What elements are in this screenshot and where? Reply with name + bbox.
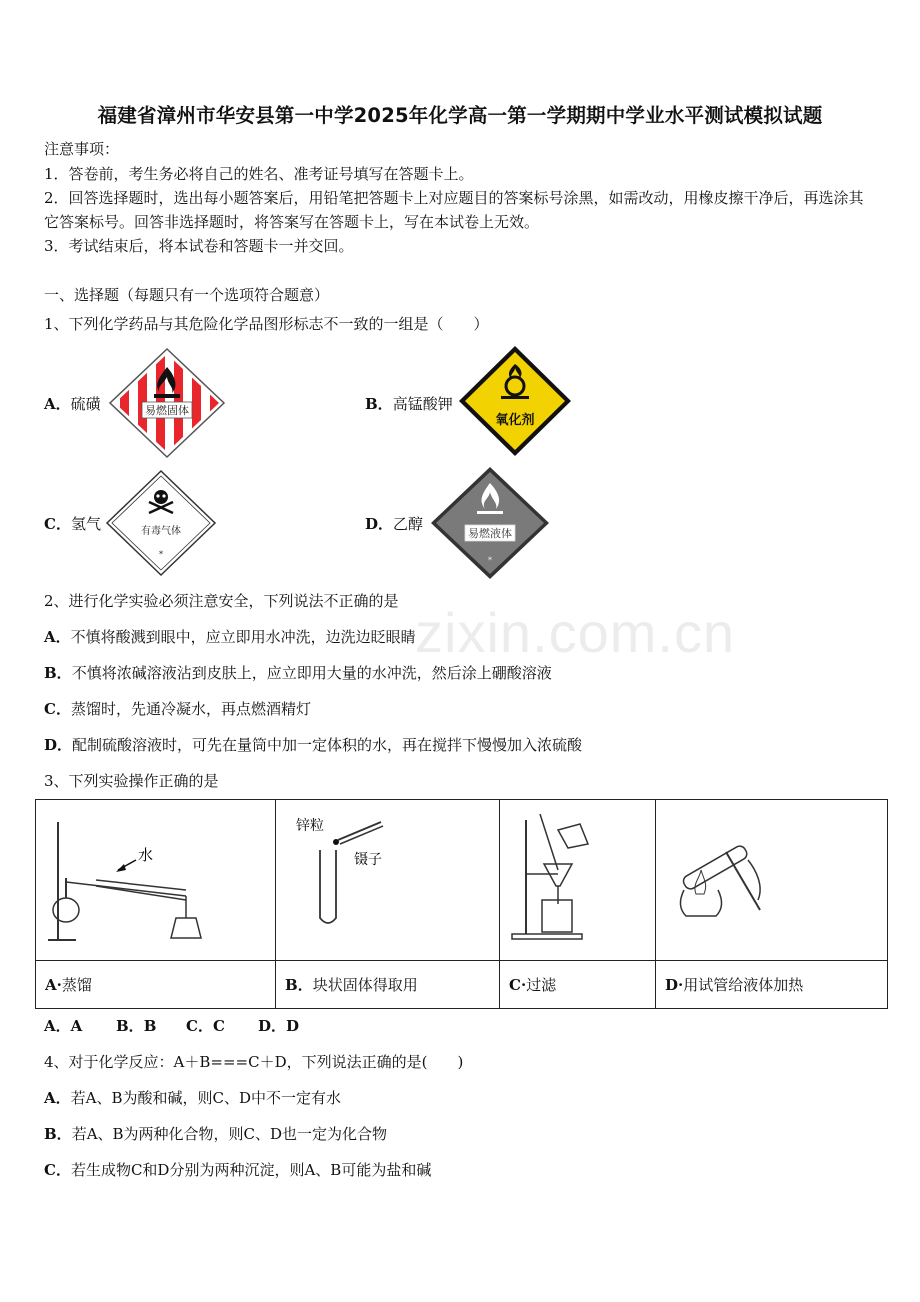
svg-text:*: * xyxy=(159,550,163,559)
q3-answer-a[interactable]: A．A xyxy=(44,1017,83,1035)
q3-figure-b-cell xyxy=(276,800,500,961)
q2-option-a[interactable] xyxy=(44,626,416,647)
q4-stem: 4、对于化学反应：A＋B===C＋D，下列说法正确的是( ) xyxy=(44,1053,464,1071)
q3-figure-c-cell xyxy=(500,800,656,961)
q4-option-c-letter: C． xyxy=(44,1161,71,1179)
q1-option-c-letter: C． xyxy=(44,515,71,533)
sign-text-d: 易燃液体 xyxy=(468,527,512,540)
q1-option-b[interactable] xyxy=(365,393,453,414)
q2-option-c-text: 蒸馏时，先通冷凝水，再点燃酒精灯 xyxy=(70,700,311,718)
notes-item-1: 1．答卷前，考生务必将自己的姓名、准考证号填写在答题卡上。 xyxy=(44,165,474,183)
label-zinc: 锌粒 xyxy=(296,818,324,834)
q1-option-d-text: 乙醇 xyxy=(393,515,424,533)
q4-option-a-text: 若A、B为酸和碱，则C、D中不一定有水 xyxy=(70,1089,342,1107)
sign-text-a: 易燃固体 xyxy=(145,404,189,417)
q1-option-d[interactable] xyxy=(365,513,423,534)
q4-option-a[interactable] xyxy=(44,1087,341,1108)
q1-option-a-letter: A． xyxy=(44,395,71,413)
q4-option-b-letter: B． xyxy=(44,1125,72,1143)
q4-option-b-text: 若A、B为两种化合物，则C、D也一定为化合物 xyxy=(71,1125,388,1143)
q4-option-c-text: 若生成物C和D分别为两种沉淀，则A、B可能为盐和碱 xyxy=(70,1161,432,1179)
q2-option-b-letter: B． xyxy=(44,664,72,682)
oxidizer-sign xyxy=(457,344,573,458)
q3-answer-c[interactable]: C．C xyxy=(186,1017,225,1035)
q2-option-b[interactable] xyxy=(44,662,552,683)
q3-caption-d: D·用试管给液体加热 xyxy=(656,961,888,1009)
q2-option-c-letter: C． xyxy=(44,700,71,718)
notes-item-2: 2．回答选择题时，选出每小题答案后，用铅笔把答题卡上对应题目的答案标号涂黑，如需改动，用橡皮擦干净后，再选涂其它答案标号。回答非选择题时，将答案写在答题卡上，写在本试卷上无效。 xyxy=(44,189,864,231)
svg-text:*: * xyxy=(488,556,492,565)
q2-stem: 2、进行化学实验必须注意安全，下列说法不正确的是 xyxy=(44,592,399,610)
q1-option-c-text: 氢气 xyxy=(70,515,101,533)
q3-stem: 3、下列实验操作正确的是 xyxy=(44,772,219,790)
q1-option-a[interactable] xyxy=(44,393,101,414)
solid-reagent-figure xyxy=(276,800,499,956)
watermark: zixin.com.cn xyxy=(415,601,736,664)
q2-option-b-text: 不慎将浓碱溶液沾到皮肤上，应立即用大量的水冲洗，然后涂上硼酸溶液 xyxy=(71,664,552,682)
q1-option-c[interactable] xyxy=(44,513,101,534)
q1-option-b-text: 高锰酸钾 xyxy=(392,395,453,413)
q2-option-d-text: 配制硫酸溶液时，可先在量筒中加一定体积的水，再在搅拌下慢慢加入浓硫酸 xyxy=(72,736,583,754)
sign-text-b: 氧化剂 xyxy=(495,413,535,428)
notes-item-3: 3．考试结束后，将本试卷和答题卡一并交回。 xyxy=(44,237,354,255)
distillation-apparatus-figure xyxy=(36,800,275,956)
q2-option-a-letter: A． xyxy=(44,628,71,646)
q3-caption-a: A·蒸馏 xyxy=(36,961,276,1009)
flammable-liquid-sign xyxy=(429,465,551,581)
q3-answer-d[interactable]: D．D xyxy=(258,1017,300,1035)
q3-table xyxy=(35,799,888,1009)
section-heading: 一、选择题（每题只有一个选项符合题意） xyxy=(44,286,330,304)
q2-option-a-text: 不慎将酸溅到眼中，应立即用水冲洗，边洗边眨眼睛 xyxy=(70,628,416,646)
q1-stem: 1、下列化学药品与其危险化学品图形标志不一致的一组是（ ） xyxy=(44,315,489,333)
page-title: 福建省漳州市华安县第一中学2025年化学高一第一学期期中学业水平测试模拟试题 xyxy=(97,104,823,127)
q2-option-d[interactable] xyxy=(44,734,582,755)
q4-option-a-letter: A． xyxy=(44,1089,71,1107)
q2-option-d-letter: D． xyxy=(44,736,73,754)
q1-option-d-letter: D． xyxy=(365,515,394,533)
filtration-figure xyxy=(500,800,655,956)
q2-option-c[interactable] xyxy=(44,698,311,719)
q3-caption-b: B．块状固体得取用 xyxy=(276,961,500,1009)
q4-option-b[interactable] xyxy=(44,1123,387,1144)
flammable-solid-sign xyxy=(108,347,226,459)
notes-heading: 注意事项： xyxy=(44,140,120,158)
q3-caption-c: C·过滤 xyxy=(500,961,656,1009)
q1-option-a-text: 硫磺 xyxy=(70,395,101,413)
q4-option-c[interactable] xyxy=(44,1159,431,1180)
sign-text-c: 有毒气体 xyxy=(141,526,181,537)
q3-figure-d-cell xyxy=(656,800,888,961)
test-tube-heating-figure xyxy=(656,800,887,956)
label-tweezers: 镊子 xyxy=(354,852,382,868)
q3-figure-a-cell xyxy=(36,800,276,961)
toxic-gas-sign xyxy=(105,469,217,577)
q1-option-b-letter: B． xyxy=(365,395,393,413)
label-water: 水 xyxy=(138,846,154,864)
q3-answer-b[interactable]: B．B xyxy=(116,1017,157,1035)
